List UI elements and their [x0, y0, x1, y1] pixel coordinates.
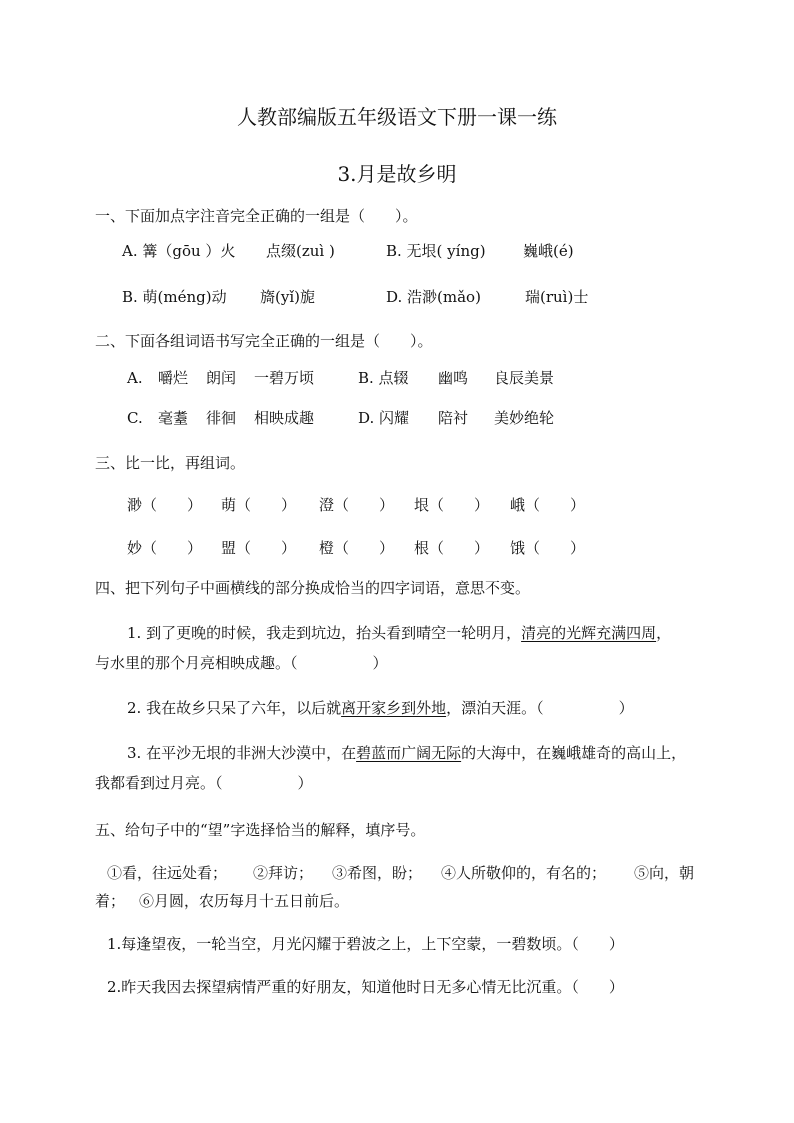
q2-option-b-word1: B. 点辍 [358, 369, 409, 387]
q2-option-a-word3: 一碧万顷 [254, 369, 315, 387]
q5-stem: 五、给句子中的“望”字选择恰当的解释，填序号。 [95, 821, 426, 839]
q1-option-a-word2: 点缀(zuì ) [266, 242, 335, 260]
q4-sentence-2 [127, 698, 634, 718]
q5-option-2: ②拜访； [253, 864, 314, 882]
q5-option-5: ⑤向，朝 [634, 864, 695, 882]
q3-item: 根（ ） [414, 539, 490, 557]
q5-option-1: ①看，往远处看； [107, 864, 228, 882]
q4-stem: 四、把下列句子中画横线的部分换成恰当的四字词语，意思不变。 [95, 579, 531, 597]
q3-stem: 三、比一比，再组词。 [95, 454, 246, 472]
q4-s2-underlined: 离开家乡到外地 [341, 699, 447, 717]
q1-option-b: B. 无垠( yíng) [386, 242, 486, 260]
q2-option-c-word3: 相映成趣 [254, 409, 315, 427]
q1-option-b-word2: 巍峨(é) [523, 242, 574, 260]
q4-s3-text: 3. 在平沙无垠的非洲大沙漠中，在 [127, 744, 357, 762]
q4-s2-text: 2. 我在故乡只呆了六年，以后就 [127, 699, 342, 717]
q5-sentence-1: 1.每逢望夜，一轮当空，月光闪耀于碧波之上，上下空蒙，一碧数顷。（ ） [107, 935, 624, 953]
q1-stem: 一、下面加点字注音完全正确的一组是（ ）。 [95, 207, 418, 225]
q2-option-a-word2: 朗闰 [206, 369, 237, 387]
q4-s1-underlined: 清亮的光辉充满四周 [521, 624, 657, 642]
q1-option-c-word2: 旖(yǐ)旎 [260, 288, 315, 306]
q1-option-d-word2: 瑞(ruì)士 [525, 288, 589, 306]
q3-item: 橙（ ） [319, 539, 395, 557]
q3-item: 妙（ ） [127, 539, 203, 557]
q3-item: 峨（ ） [510, 496, 586, 514]
q5-option-4: ④人所敬仰的，有名的； [441, 864, 607, 882]
q2-option-d-word2: 陪衬 [438, 409, 469, 427]
q4-sentence-1 [127, 623, 671, 643]
q4-s2-text-end: ，漂泊天涯。（ ） [446, 699, 634, 717]
q4-sentence-1-cont: 与水里的那个月亮相映成趣。（ ） [95, 654, 388, 672]
q2-option-d-word1: D. 闪耀 [358, 409, 410, 427]
q5-option-5-cont: 着； [95, 892, 126, 910]
q4-sentence-3 [127, 743, 686, 763]
q4-s1-text: 1. 到了更晚的时候，我走到坑边，抬头看到晴空一轮明月， [127, 624, 522, 642]
q5-sentence-2: 2.昨天我因去探望病情严重的好朋友，知道他时日无多心情无比沉重。（ ） [107, 978, 624, 996]
document-title: 人教部编版五年级语文下册一课一练 [237, 105, 557, 129]
q3-item: 萌（ ） [221, 496, 297, 514]
q1-option-a: A. 篝（gōu ）火 [122, 242, 236, 260]
q4-s1-text-end: ， [656, 624, 672, 642]
q1-option-c: B. 萌(méng)动 [122, 288, 227, 306]
q3-item: 渺（ ） [127, 496, 203, 514]
lesson-title: 3.月是故乡明 [337, 162, 457, 186]
q3-item: 垠（ ） [414, 496, 490, 514]
q1-option-d: D. 浩渺(mǎo) [386, 288, 481, 306]
q2-option-c-word2: 徘徊 [206, 409, 237, 427]
q2-option-b-word3: 良辰美景 [494, 369, 555, 387]
q3-item: 饿（ ） [510, 539, 586, 557]
q2-option-c-letter: C. [127, 409, 143, 427]
q2-option-a-word1: 嚼烂 [158, 369, 189, 387]
q4-s3-underlined: 碧蓝而广阔无际 [356, 744, 462, 762]
q2-option-c-word1: 毫耋 [158, 409, 189, 427]
q4-s3-text-end: 的大海中，在巍峨雄奇的高山上， [461, 744, 687, 762]
q2-option-b-word2: 幽鸣 [438, 369, 469, 387]
q4-sentence-3-cont: 我都看到过月亮。（ ） [95, 774, 313, 792]
q2-option-a-letter: A. [127, 369, 143, 387]
q5-option-3: ③希图，盼； [332, 864, 423, 882]
q5-option-6: ⑥月圆，农历每月十五日前后。 [139, 892, 350, 910]
q2-option-d-word3: 美妙绝轮 [494, 409, 555, 427]
q3-item: 盟（ ） [221, 539, 297, 557]
q2-stem: 二、下面各组词语书写完全正确的一组是（ ）。 [95, 332, 433, 350]
q3-item: 澄（ ） [319, 496, 395, 514]
